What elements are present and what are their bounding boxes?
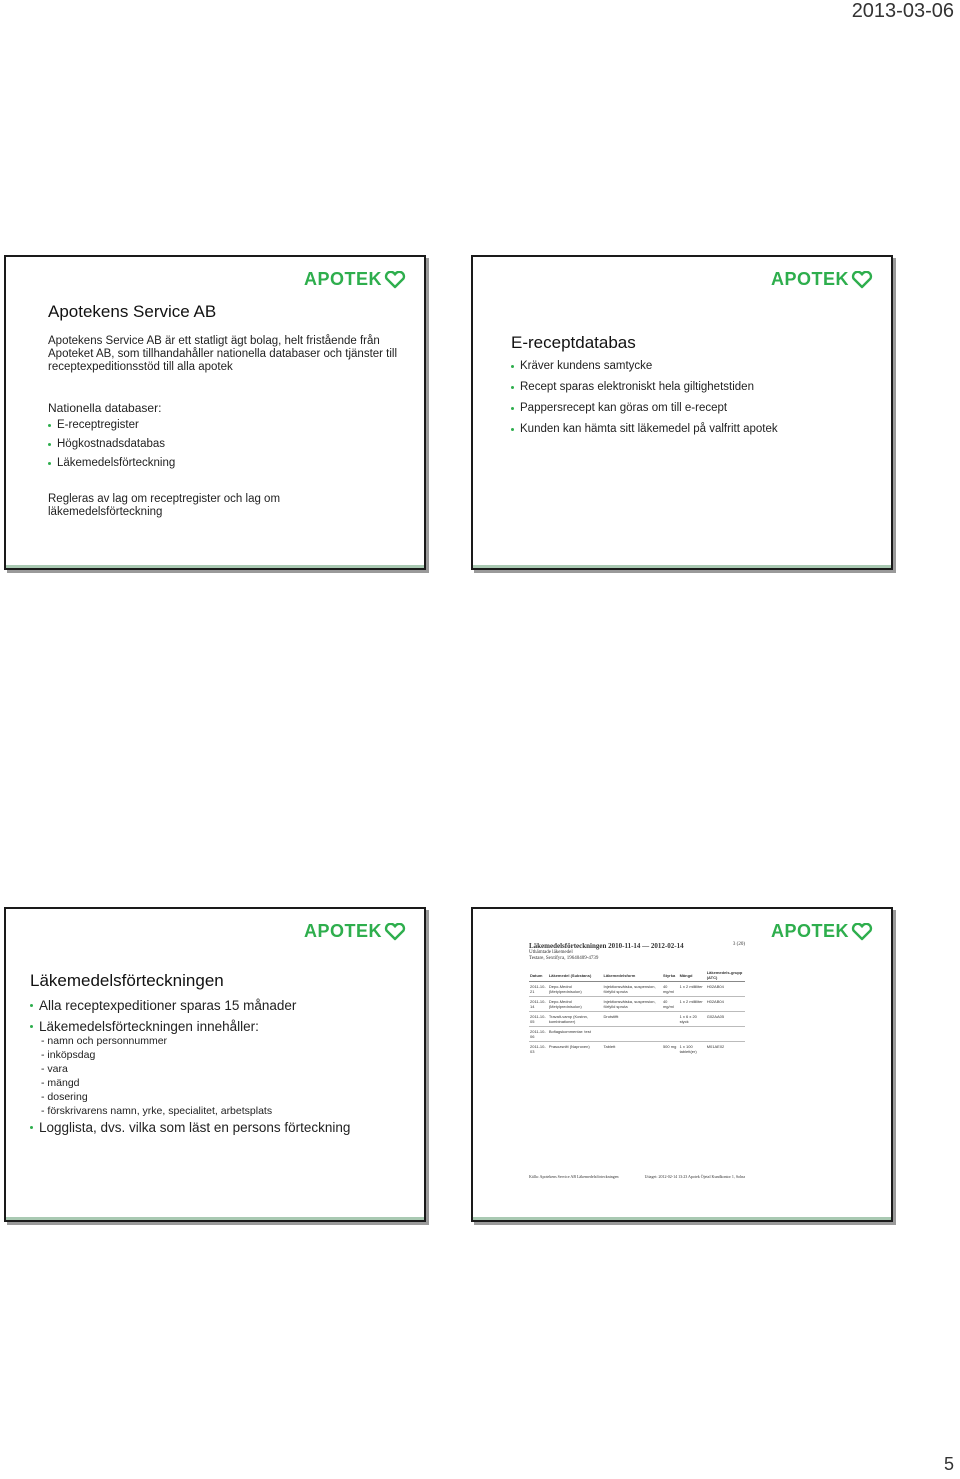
table-header: Mängd xyxy=(679,969,706,982)
list-item: Kunden kan hämta sitt läkemedel på valfritt apotek xyxy=(511,423,778,444)
table-header: Datum xyxy=(529,969,548,982)
heart-icon xyxy=(384,923,406,941)
table-cell: 500 mg xyxy=(662,1042,679,1057)
table-cell xyxy=(662,1027,679,1042)
logo-text: APOTEK xyxy=(303,921,382,941)
table-row xyxy=(529,1042,745,1057)
table-header: Läkemedelsform xyxy=(603,969,662,982)
doc-subtitle: Uthämtade läkemedel xyxy=(529,950,573,955)
table-cell: 2011-10-05 xyxy=(529,1012,548,1027)
doc-footer-left: Källa: Apotekens Service AB Läkemedelsförteckningen xyxy=(529,1174,619,1179)
bullet-list xyxy=(30,1120,350,1136)
doc-table xyxy=(529,969,745,1056)
heart-icon xyxy=(851,923,873,941)
table-cell: Prasozsnitt (Naproxen) xyxy=(548,1042,603,1057)
slide-title: E-receptdatabas xyxy=(511,333,636,352)
heart-icon xyxy=(851,271,873,289)
slide-title: Läkemedelsförteckningen xyxy=(30,971,224,990)
logo-text: APOTEK xyxy=(303,269,382,289)
bullet-list xyxy=(511,360,778,444)
table-row xyxy=(529,997,745,1012)
sub-item: - dosering xyxy=(41,1091,88,1103)
table-header: Läkemedels-grupp (ATC) xyxy=(706,969,745,982)
table-cell xyxy=(679,1027,706,1042)
heart-icon xyxy=(384,271,406,289)
table-cell: 2011-10-21 xyxy=(529,982,548,997)
bullet-list xyxy=(48,419,175,476)
table-cell: 1 x 2 milliliter xyxy=(679,982,706,997)
table-cell: H02AB04 xyxy=(706,982,745,997)
table-cell: M01AE02 xyxy=(706,1042,745,1057)
slide-apotekens-service xyxy=(4,255,426,570)
table-header-row xyxy=(529,969,745,982)
table-cell: 1 x 6 x 20 styck xyxy=(679,1012,706,1027)
doc-footer-right: Uttaget: 2012-02-14 13:23 Apotek Öjetal Kundkontor 1, Solna xyxy=(644,1174,745,1179)
table-cell: Tablett xyxy=(603,1042,662,1057)
list-label: Nationella databaser: xyxy=(48,401,162,415)
table-cell xyxy=(706,1027,745,1042)
sub-item: - inköpsdag xyxy=(41,1049,96,1061)
doc-footer xyxy=(529,1174,745,1179)
table-cell: Depo-Medrol (Metylprednisolon) xyxy=(548,982,603,997)
list-item: Logglista, dvs. vilka som läst en persons förteckning xyxy=(30,1120,350,1136)
table-cell: 2011-10-03 xyxy=(529,1042,548,1057)
table-cell: G02AA05 xyxy=(706,1012,745,1027)
table-cell: 1 x 2 milliliter xyxy=(679,997,706,1012)
list-item: Recept sparas elektroniskt hela giltighetstiden xyxy=(511,381,778,402)
bullet-list xyxy=(30,998,296,1014)
table-cell xyxy=(603,1027,662,1042)
logo-text: APOTEK xyxy=(770,269,849,289)
table-cell: Injektionsvätska, suspension, förfylld spruta xyxy=(603,982,662,997)
doc-person: Testare, Sextifyra, 19640409-4739 xyxy=(529,956,599,961)
document-image xyxy=(529,942,745,1192)
list-item: Läkemedelsförteckning xyxy=(48,457,175,476)
sub-item: - mängd xyxy=(41,1077,80,1089)
list-item: Högkostnadsdatabas xyxy=(48,438,175,457)
table-cell: 40 mg/ml xyxy=(662,997,679,1012)
intro-paragraph: Apotekens Service AB är ett statligt ägt bolag, helt fristående från Apoteket AB, som tillhandahåller nationella databaser och tjänster till receptexpeditionsstöd till alla apotek xyxy=(48,335,398,373)
table-cell: 1 x 100 tablett(er) xyxy=(679,1042,706,1057)
bullet-list xyxy=(30,1019,259,1035)
slide-lakemedelsforteckningen xyxy=(4,907,426,1222)
sub-item: - förskrivarens namn, yrke, specialitet, arbetsplats xyxy=(41,1105,273,1117)
table-cell: Injektionsvätska, suspension, förfylld spruta xyxy=(603,997,662,1012)
table-row xyxy=(529,1027,745,1042)
slide-document-example xyxy=(471,907,893,1222)
footer-paragraph: Regleras av lag om receptregister och lag om läkemedelsförteckning xyxy=(48,493,281,518)
table-row xyxy=(529,1012,745,1027)
table-cell: Depo-Medrol (Metylprednisolon) xyxy=(548,997,603,1012)
table-cell: Travalt-vamp (Kostnn, kombinationer) xyxy=(548,1012,603,1027)
table-cell: H02AB04 xyxy=(706,997,745,1012)
list-item: Pappersrecept kan göras om till e-recept xyxy=(511,402,778,423)
table-cell xyxy=(662,1012,679,1027)
table-cell: 2011-10-06 xyxy=(529,1027,548,1042)
table-cell: 2011-10-14 xyxy=(529,997,548,1012)
list-item: Läkemedelsförteckningen innehåller: xyxy=(30,1019,259,1035)
page-number: 5 xyxy=(943,1454,954,1474)
table-row xyxy=(529,982,745,997)
table-header: Styrka xyxy=(662,969,679,982)
logo-text: APOTEK xyxy=(770,921,849,941)
header-date: 2013-03-06 xyxy=(851,0,954,22)
table-cell: 40 mg/ml xyxy=(662,982,679,997)
table-cell: Drotstiftt xyxy=(603,1012,662,1027)
apotek-logo xyxy=(304,269,406,290)
list-item: Alla receptexpeditioner sparas 15 månader xyxy=(30,998,296,1014)
table-cell: Bofiagskommentar: test xyxy=(548,1027,603,1042)
list-item: E-receptregister xyxy=(48,419,175,438)
doc-title: Läkemedelsförteckningen 2010-11-14 — 2012-02-14 xyxy=(529,942,684,950)
apotek-logo xyxy=(771,921,873,942)
list-item: Kräver kundens samtycke xyxy=(511,360,778,381)
slide-e-receptdatabas xyxy=(471,255,893,570)
table-header: Läkemedel (Substans) xyxy=(548,969,603,982)
doc-page: 3 (20) xyxy=(732,942,745,947)
slide-title: Apotekens Service AB xyxy=(48,302,217,321)
sub-list xyxy=(41,1035,272,1119)
apotek-logo xyxy=(304,921,406,942)
sub-item: - namn och personnummer xyxy=(41,1035,168,1047)
apotek-logo xyxy=(771,269,873,290)
sub-item: - vara xyxy=(41,1063,68,1075)
